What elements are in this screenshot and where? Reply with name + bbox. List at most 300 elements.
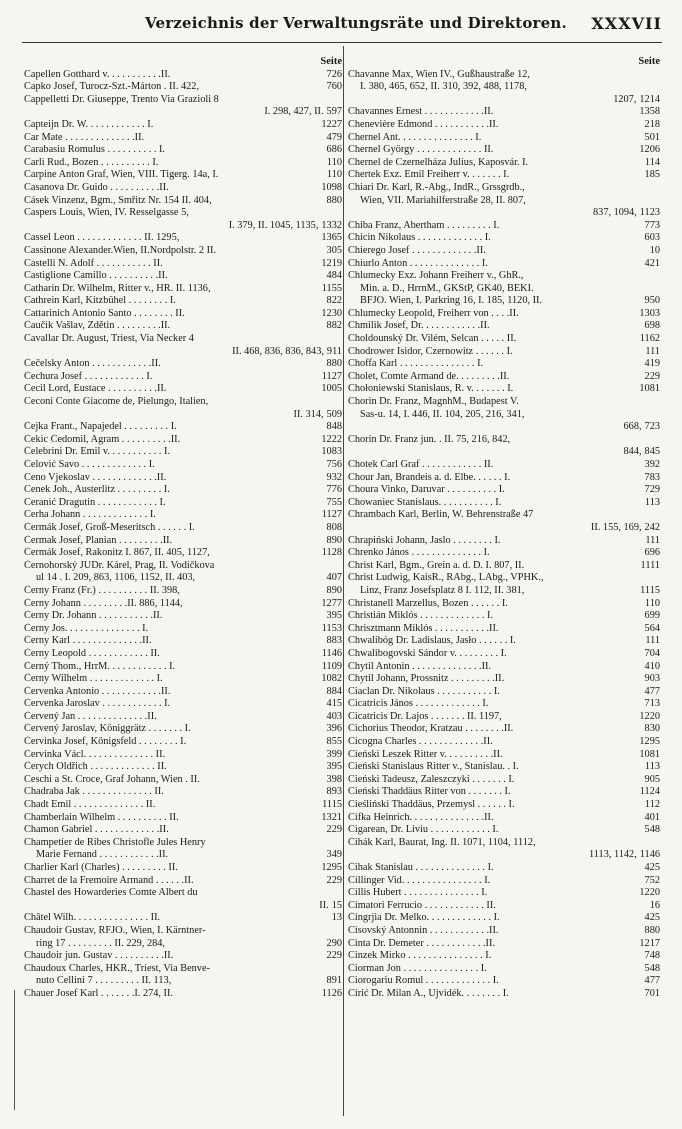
index-entry (348, 736, 660, 749)
index-entry (24, 346, 342, 359)
entry-text: Castelli N. Adolf . . . . . . . . . . . II. (24, 257, 163, 269)
entry-page: 713 (644, 698, 660, 710)
entry-text: II. 314, (293, 408, 324, 420)
entry-page: 950 (644, 295, 660, 307)
entry-text: Christ Karl, Bgm., Grein a. d. D. I. 807, II. (348, 559, 525, 571)
index-entry (24, 849, 342, 862)
entry-page (657, 81, 660, 94)
entry-text: Černy Jos. . . . . . . . . . . . . . . I. (24, 622, 149, 634)
entry-text: Chiurlo Anton . . . . . . . . . . . . . . I. (348, 257, 488, 269)
entry-text: Chavannes Ernest . . . . . . . . . . . .II. (348, 106, 494, 118)
index-entry (348, 610, 660, 623)
entry-text: Choffa Karl . . . . . . . . . . . . . . . I. (348, 358, 484, 370)
entry-text: Cieśliński Thaddäus, Przemysl . . . . . . I. (348, 799, 515, 811)
entry-page: 421 (644, 257, 660, 269)
entry-page: 349 (326, 849, 342, 861)
entry-text: Cimatori Ferrucio . . . . . . . . . . . . II. (348, 899, 496, 911)
index-entry (348, 472, 660, 485)
index-entry (348, 812, 660, 825)
left-column (24, 56, 342, 1001)
index-entry (348, 572, 660, 585)
index-entry (24, 421, 342, 434)
entry-text: Cicatricis János . . . . . . . . . . . . . I. (348, 698, 489, 710)
entry-page: 723 (644, 421, 660, 433)
index-entry (24, 975, 342, 988)
entry-text: Červenka Jaroslav . . . . . . . . . . . . I. (24, 698, 171, 710)
entry-text: Čermák Josef, Groß-Meseritsch . . . . . . I. (24, 521, 195, 533)
index-entry (24, 862, 342, 875)
index-entry (24, 560, 342, 573)
entry-text: Carli Rud., Bozen . . . . . . . . . . I. (24, 156, 159, 168)
entry-text: Čermák Josef, Rakonitz I. 867, II. 405, 1127, (24, 547, 210, 559)
entry-page: 111 (645, 534, 660, 546)
entry-text: Černy Leopold . . . . . . . . . . . . II. (24, 647, 160, 659)
entry-text: Chierego Josef . . . . . . . . . . . . .II. (348, 244, 486, 256)
entry-page: 830 (644, 723, 660, 735)
entry-page: 760 (326, 81, 342, 93)
entry-page: 425 (644, 862, 660, 873)
index-entry (348, 358, 660, 371)
entry-text: Čihák Karl, Baurat, Ing. II. 1071, 1104, 1112, (348, 836, 536, 848)
entry-text: Cassel Leon . . . . . . . . . . . . . II. 1295, (24, 232, 180, 244)
index-entry (24, 598, 342, 611)
entry-text: Christián Miklós . . . . . . . . . . . . . I. (348, 610, 494, 622)
entry-page: 392 (644, 459, 660, 470)
entry-text: Cieński Tadeusz, Zaleszczyki . . . . . . . I. (348, 773, 515, 785)
index-entry (348, 887, 660, 900)
entry-page: 1295 (639, 736, 660, 748)
entry-text: Christ Ludwig, KaisR., RAbg., LAbg., VPHK., (348, 572, 544, 584)
page-number: XXXVII (591, 14, 662, 33)
entry-text: Choldounský Dr. Vilém, Selcan . . . . . II. (348, 333, 517, 345)
entry-text: Carpine Anton Graf, Wien, VIII. Tigerg. 14a, I. (24, 169, 219, 181)
entry-page: 603 (644, 232, 660, 244)
entry-text: Ceschi a St. Croce, Graf Johann, Wien . II. (24, 773, 200, 785)
index-entry (24, 711, 342, 724)
entry-text: Cicatricis Dr. Lajos . . . . . . . II. 1197, (348, 710, 502, 722)
entry-page: 399 (326, 748, 342, 760)
entry-page: 479 (326, 131, 342, 143)
entry-page: 1303 (639, 307, 660, 319)
entry-page: 419 (644, 358, 660, 370)
entry-page: 1358 (639, 106, 660, 118)
index-entry (24, 81, 342, 94)
entry-text: Champetier de Ribes Christofle Jules Henry (24, 836, 206, 848)
index-entry (348, 522, 660, 535)
entry-text: Capellen Gotthard v. . . . . . . . . . .II. (24, 68, 171, 80)
index-entry (348, 950, 660, 963)
entry-text: Chrenko János . . . . . . . . . . . . . . I. (348, 547, 490, 559)
entry-page: 477 (644, 685, 660, 697)
entry-page: 1217 (639, 937, 660, 949)
entry-page: 1230 (321, 307, 342, 319)
entry-text: Sas-u. 14, I. 446, II. 104, 205, 216, 341, (360, 408, 525, 420)
index-entry (348, 94, 660, 107)
entry-page: 16 (649, 899, 660, 911)
entry-page: 1220 (639, 710, 660, 722)
index-entry (24, 333, 342, 346)
entry-page (339, 887, 342, 900)
index-entry (24, 837, 342, 850)
entry-text: Chytil Johann, Prossnitz . . . . . . . . .II. (348, 673, 505, 685)
index-entry (24, 686, 342, 699)
index-entry (348, 295, 660, 308)
entry-page: 1123 (639, 207, 660, 219)
index-entry (348, 320, 660, 333)
index-entry (348, 195, 660, 208)
entry-page: 1365 (321, 232, 342, 244)
index-entry (348, 383, 660, 396)
entry-page: 1082 (321, 673, 342, 685)
index-entry (348, 925, 660, 938)
entry-page: 755 (326, 496, 342, 508)
entry-text: Čejka Frant., Napajedel . . . . . . . . . I. (24, 421, 177, 433)
index-entry (24, 320, 342, 333)
index-entry (24, 169, 342, 182)
entry-page: 1127 (321, 509, 342, 521)
entry-text: Čaučik Vašlav, Zdětin . . . . . . . . .II. (24, 320, 171, 332)
entry-text: II. 155, 169, (590, 521, 642, 533)
entry-page: 729 (644, 484, 660, 496)
index-entry (24, 484, 342, 497)
entry-text: Car Mate . . . . . . . . . . . . . .II. (24, 131, 145, 143)
entry-text: Chenevière Edmond . . . . . . . . . . .II. (348, 118, 499, 130)
entry-text: Cappelletti Dr. Giuseppe, Trento Via Grazioli 8 (24, 93, 219, 105)
entry-text: Cichorius Theodor, Kratzau . . . . . . . .II. (348, 723, 514, 735)
entry-text: Červinka Josef, Königsfeld . . . . . . . . I. (24, 736, 187, 748)
index-entry (24, 245, 342, 258)
entry-page: 701 (644, 987, 660, 999)
entry-text: Chrambach Karl, Berlin, W. Behrenstraße 47 (348, 509, 534, 521)
entry-page (657, 195, 660, 208)
entry-page: 229 (644, 370, 660, 382)
entry-text: Châtel Wilh. . . . . . . . . . . . . . . II. (24, 912, 161, 924)
entry-text: Cathrein Karl, Kitzbühel . . . . . . . . I. (24, 295, 176, 307)
entry-page: 911 (326, 345, 342, 357)
entry-page (339, 333, 342, 346)
entry-text: Černohorský JUDr. Kárel, Prag, II. Vodičkova (24, 559, 215, 571)
entry-page: 1126 (321, 987, 342, 999)
index-entry (348, 988, 660, 1001)
index-entry (348, 912, 660, 925)
index-entry (348, 635, 660, 648)
entry-text: Ceconi Conte Giacome de, Pielungo, Italien, (24, 396, 209, 408)
entry-text: Chernel Ant. . . . . . . . . . . . . . . I. (348, 131, 482, 143)
entry-page: 1111 (640, 559, 660, 571)
entry-text: Chorin Dr. Franz, MagnhM., Budapest V. (348, 396, 519, 408)
entry-text: Ciorman Jon . . . . . . . . . . . . . . . I. (348, 962, 487, 974)
entry-page: 1162 (639, 333, 660, 345)
index-entry (24, 308, 342, 321)
index-entry (24, 195, 342, 208)
index-entry (348, 673, 660, 686)
entry-text: Catharin Dr. Wilhelm, Ritter v., HR. II. 1136, (24, 282, 211, 294)
entry-page: 905 (644, 773, 660, 785)
entry-page: 748 (644, 950, 660, 962)
entry-text: Černy Karl . . . . . . . . . . . . . .II. (24, 635, 152, 647)
entry-page: 1155 (321, 282, 342, 294)
entry-page: 726 (326, 68, 342, 80)
entry-text: Capteijn Dr. W. . . . . . . . . . . . I. (24, 118, 154, 130)
entry-page: 111 (645, 345, 660, 357)
entry-text: Cerha Johann . . . . . . . . . . . . . I. (24, 509, 156, 521)
entry-text: Čingrjia Dr. Melko. . . . . . . . . . . . . I. (348, 912, 500, 924)
index-entry (348, 661, 660, 674)
entry-text: BFJO. Wien, I. Parkring 16, I. 185, 1120, II. (360, 295, 543, 307)
entry-text: Chytil Antonin . . . . . . . . . . . . . .II. (348, 660, 492, 672)
entry-text: 844, (623, 446, 642, 458)
index-entry (24, 912, 342, 925)
entry-text: Chaudoux Charles, HKR., Triest, Via Benve- (24, 962, 210, 974)
entry-page (657, 409, 660, 422)
index-entry (24, 736, 342, 749)
entry-text: Chadt Emil . . . . . . . . . . . . . . II. (24, 799, 156, 811)
entry-page: 848 (326, 421, 342, 433)
entry-page: 403 (326, 710, 342, 722)
index-entry (24, 875, 342, 888)
entry-text: Chernel de Czernelháza Julius, Kaposvár. I. (348, 156, 529, 168)
index-entry (24, 988, 342, 1001)
entry-page: 880 (644, 924, 660, 936)
entry-text: Cifka Heinrich. . . . . . . . . . . . . . .II. (348, 811, 494, 823)
index-entry (24, 283, 342, 296)
index-entry (348, 220, 660, 233)
entry-text: Marie Fernand . . . . . . . . . . . .II. (36, 849, 169, 861)
entry-page: 845 (644, 446, 660, 458)
index-entry (348, 169, 660, 182)
entry-page (339, 94, 342, 107)
index-entry (24, 409, 342, 422)
index-entry (348, 409, 660, 422)
index-entry (348, 598, 660, 611)
index-entry (24, 396, 342, 409)
entry-text: Chlumecky Leopold, Freiherr von . . . .II. (348, 307, 519, 319)
index-entry (24, 434, 342, 447)
column-divider (343, 46, 344, 1116)
entry-text: Červený Jaroslav, Königgrätz . . . . . . . I. (24, 723, 191, 735)
entry-text: I. 379, II. 1045, 1135, (228, 219, 319, 231)
entry-page: 1081 (639, 748, 660, 760)
entry-page: 1220 (639, 887, 660, 899)
entry-text: Ceno Vjekoslav . . . . . . . . . . . . .II. (24, 471, 167, 483)
entry-text: Čechura Josef . . . . . . . . . . . . I. (24, 370, 153, 382)
entry-page (657, 837, 660, 850)
index-entry (24, 220, 342, 233)
entry-text: Čelebrini Dr. Emil v. . . . . . . . . . . I. (24, 446, 171, 458)
index-entry (24, 648, 342, 661)
entry-text: Černý Thom., HrrM. . . . . . . . . . . . I. (24, 660, 176, 672)
index-entry (348, 396, 660, 409)
entry-page: 1127 (321, 370, 342, 382)
index-entry (24, 358, 342, 371)
entry-text: Linz, Franz Josefsplatz 8 I. 112, II. 381, (360, 584, 525, 596)
entry-page: 112 (644, 799, 660, 811)
index-entry (24, 938, 342, 951)
index-entry (24, 698, 342, 711)
index-entry (348, 585, 660, 598)
index-entry (24, 786, 342, 799)
entry-text: Čelović Savo . . . . . . . . . . . . . I. (24, 459, 155, 470)
entry-text: Cillis Hubert . . . . . . . . . . . . . . . I. (348, 887, 488, 899)
entry-text: II. (319, 899, 329, 911)
entry-text: I. 380, 465, 652, II. 310, 392, 488, 1178, (360, 81, 527, 93)
margin-mark (14, 990, 15, 1110)
index-entry (24, 661, 342, 674)
index-entry (24, 535, 342, 548)
entry-text: Cirić Dr. Milan A., Ujvidék. . . . . . . . I. (348, 987, 509, 999)
entry-page: 305 (326, 244, 342, 256)
entry-text: Čermak Josef, Planian . . . . . . . . .II. (24, 534, 173, 546)
index-entry (24, 144, 342, 157)
entry-text: Chlumecky Exz. Johann Freiherr v., GhR., (348, 270, 524, 282)
entry-text: Cieński Leszek Ritter v. . . . . . . . . .II. (348, 748, 503, 760)
entry-text: Chaudoir Gustav, RFJO., Wien, I. Kärntner- (24, 924, 206, 936)
entry-text: Chavanne Max, Wien IV., Gußhaustraße 12, (348, 68, 530, 80)
index-entry (348, 749, 660, 762)
entry-text: Červinka Václ. . . . . . . . . . . . . . II. (24, 748, 166, 760)
entry-page: 110 (644, 597, 660, 609)
index-entry (348, 975, 660, 988)
entry-text: Cavallar Dr. August, Triest, Via Necker 4 (24, 333, 194, 345)
index-entry (348, 698, 660, 711)
index-entry (24, 472, 342, 485)
index-entry (24, 106, 342, 119)
entry-text: Černy Wilhelm . . . . . . . . . . . . . I. (24, 673, 163, 685)
entry-page: 407 (326, 572, 342, 584)
index-entry (24, 371, 342, 384)
entry-text: Čekic Čedomil, Agram . . . . . . . . . .II. (24, 433, 181, 445)
entry-page: 10 (649, 244, 660, 256)
entry-page: 1214 (639, 93, 660, 105)
entry-page: 564 (644, 622, 660, 634)
entry-page: 696 (644, 547, 660, 559)
index-entry (24, 572, 342, 585)
index-entry (24, 723, 342, 736)
entry-page: 229 (326, 950, 342, 962)
entry-text: Chwalibogovski Sándor v. . . . . . . . . I. (348, 647, 507, 659)
entry-page: 1005 (321, 383, 342, 395)
entry-page: 113 (644, 761, 660, 773)
entry-text: II. 468, 836, 836, 843, (232, 345, 324, 357)
index-entry (348, 459, 660, 472)
entry-page: 1332 (321, 219, 342, 231)
index-entry (24, 232, 342, 245)
index-entry (24, 761, 342, 774)
entry-page: 1146 (321, 647, 342, 659)
entry-page: 242 (644, 521, 660, 533)
entry-page: 884 (326, 685, 342, 697)
entry-page: 395 (326, 610, 342, 622)
index-entry (24, 270, 342, 283)
index-entry (348, 119, 660, 132)
index-entry (348, 434, 660, 447)
entry-text: 837, 1094, (593, 207, 637, 219)
index-entry (348, 900, 660, 913)
entry-text: Chotek Carl Graf . . . . . . . . . . . . II. (348, 459, 494, 470)
entry-text: Cicogna Charles . . . . . . . . . . . . .II. (348, 736, 493, 748)
index-entry (348, 245, 660, 258)
right-column (348, 56, 660, 1001)
index-entry (348, 774, 660, 787)
entry-page: 13 (331, 912, 342, 924)
entry-page: 290 (326, 937, 342, 949)
entry-page: 880 (326, 194, 342, 206)
entry-text: Chastel des Howarderies Comte Albert du (24, 887, 198, 899)
entry-page: 1295 (321, 862, 342, 873)
index-entry (24, 547, 342, 560)
entry-text: Červený Jan . . . . . . . . . . . . . .II. (24, 710, 157, 722)
entry-page: 903 (644, 673, 660, 685)
entry-page: 1081 (639, 383, 660, 395)
index-entry (348, 938, 660, 951)
entry-page: 808 (326, 521, 342, 533)
entry-text: Caspers Louis, Wien, IV. Resselgasse 5, (24, 207, 189, 219)
index-entry (348, 799, 660, 812)
index-entry (24, 749, 342, 762)
entry-page (657, 509, 660, 522)
index-entry (24, 963, 342, 976)
entry-page: 218 (644, 118, 660, 130)
entry-text: Chour Jan, Brandeis a. d. Elbe. . . . . . I. (348, 471, 511, 483)
index-entry (348, 132, 660, 145)
entry-page: 111 (645, 635, 660, 647)
entry-text: Wien, VII. Mariahilferstraße 28, II. 807, (360, 194, 526, 206)
index-entry (348, 207, 660, 220)
index-entry (348, 497, 660, 510)
entry-page (657, 182, 660, 195)
entry-page (657, 283, 660, 296)
entry-page: 1219 (321, 257, 342, 269)
entry-page: 501 (644, 131, 660, 143)
index-entry (348, 786, 660, 799)
index-entry (24, 673, 342, 686)
entry-page (339, 837, 342, 850)
entry-text: Charret de la Fremoire Armand . . . . . .II. (24, 874, 194, 886)
entry-text: Chmilik Josef, Dr. . . . . . . . . . . .II. (348, 320, 490, 332)
index-entry (348, 560, 660, 573)
entry-page: 1115 (322, 799, 342, 811)
index-entry (348, 849, 660, 862)
index-entry (24, 383, 342, 396)
entry-page: 509 (326, 408, 342, 420)
entry-text: Chrisztmann Miklós . . . . . . . . . . .II. (348, 622, 499, 634)
entry-text: Cholet, Comte Armand de. . . . . . . . .II. (348, 370, 510, 382)
index-entry (348, 157, 660, 170)
entry-text: Ciorogariu Romul . . . . . . . . . . . . . I. (348, 975, 499, 987)
entry-text: Chiba Franz, Abertham . . . . . . . . . I. (348, 219, 500, 231)
entry-text: Chiari Dr. Karl, R.-Abg., IndR., Grssgrdb., (348, 181, 525, 193)
entry-text: Chodrower Isidor, Czernowitz . . . . . . I. (348, 345, 513, 357)
entry-page: 1083 (321, 446, 342, 458)
entry-page: 548 (644, 824, 660, 836)
entry-page: 880 (326, 358, 342, 370)
entry-text: I. 298, 427, II. (264, 106, 324, 118)
index-entry (24, 522, 342, 535)
index-entry (24, 585, 342, 598)
index-entry (348, 535, 660, 548)
index-entry (24, 446, 342, 459)
index-entry (348, 270, 660, 283)
index-entry (24, 623, 342, 636)
entry-text: Chrapiński Johann, Jaslo . . . . . . . . I. (348, 534, 501, 546)
entry-page: 185 (644, 169, 660, 181)
index-entry (348, 963, 660, 976)
entry-page: 1321 (321, 811, 342, 823)
entry-page: 597 (326, 106, 342, 118)
index-entry (24, 119, 342, 132)
index-entry (348, 875, 660, 888)
entry-page: 883 (326, 635, 342, 647)
